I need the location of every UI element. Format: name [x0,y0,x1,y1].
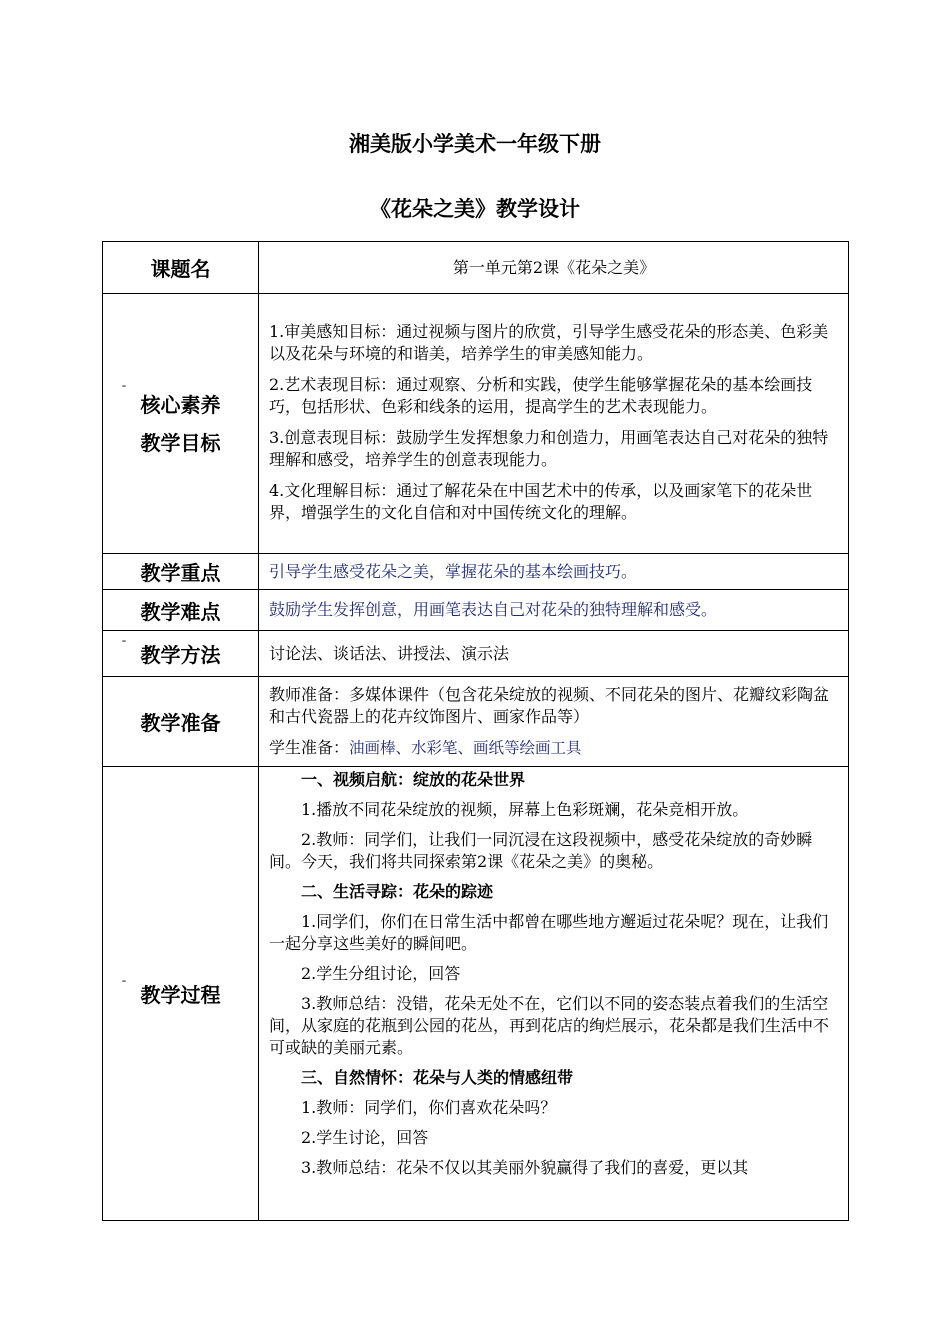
label-prep: 教学准备 [103,677,259,767]
label-topic: 课题名 [103,242,259,294]
value-method: 讨论法、谈话法、讲授法、演示法 [259,631,849,677]
doc-title-line1: 湘美版小学美术一年级下册 [349,132,601,156]
goal-item: 1.审美感知目标：通过视频与图片的欣赏，引导学生感受花朵的形态美、色彩美以及花朵与环境的和谐美，培养学生的审美感知能力。 [269,322,829,363]
section-heading: 二、生活寻踪：花朵的踪迹 [301,882,494,901]
value-topic: 第一单元第2课《花朵之美》 [259,242,849,294]
value-key: 引导学生感受花朵之美，掌握花朵的基本绘画技巧。 [259,554,849,590]
label-goals: ˉ 核心素养 教学目标 [103,294,259,554]
value-goals [259,294,849,554]
value-difficulty: 鼓励学生发挥创意，用画笔表达自己对花朵的独特理解和感受。 [259,590,849,631]
goal-item: 2.艺术表现目标：通过观察、分析和实践，使学生能够掌握花朵的基本绘画技巧，包括形状、色彩和线条的运用，提高学生的艺术表现能力。 [269,375,813,416]
row-method [103,631,849,677]
row-key [103,554,849,590]
section-heading: 一、视频启航：绽放的花朵世界 [301,770,526,789]
label-method: ˉ 教学方法 [103,631,259,677]
label-process: ˉ 教学过程 [103,767,259,1221]
value-process: 一、视频启航：绽放的花朵世界 1.播放不同花朵绽放的视频，屏幕上色彩斑斓，花朵竞相开放。 2.教师：同学们，让我们一同沉浸在这段视频中，感受花朵绽放的奇妙瞬间。今天，我们将共同探索第2课《花朵之美》的奥秘。 二、生活寻踪：花朵的踪迹 1.同学们，你们在日常生活中都曾在哪些地方邂逅过花朵呢？现在，让我们一起分享这些美好的瞬间吧。 2.学生分组讨论，回答 3.教师总结：没错，花朵无处不在，它们以不同的姿态装点着我们的生活空间，从家庭的花瓶到公园的花丛，再到花店的绚烂展示，花朵都是我们生活中不可或缺的美丽元素。 三、自然情怀：花朵与人类的情感纽带 1.教师：同学们，你们喜欢花朵吗？ 2.学生讨论，回答 3.教师总结：花朵不仅以其美丽外貌赢得了我们的喜爱，更以其 [259,767,849,1221]
row-topic [103,242,849,294]
label-key: 教学重点 [103,554,259,590]
goal-item: 4.文化理解目标：通过了解花朵在中国艺术中的传承，以及画家笔下的花朵世界，增强学生的文化自信和对中国传统文化的理解。 [269,481,813,522]
row-process [103,767,849,1221]
row-prep [103,677,849,767]
section-heading: 三、自然情怀：花朵与人类的情感纽带 [301,1068,574,1087]
lesson-plan-table [102,241,849,1221]
label-difficulty: 教学难点 [103,590,259,631]
value-prep: 教师准备：多媒体课件（包含花朵绽放的视频、不同花朵的图片、花瓣纹彩陶盆和古代瓷器上的花卉纹饰图片、画家作品等） 学生准备：油画棒、水彩笔、画纸等绘画工具 [259,677,849,767]
row-goals [103,294,849,554]
row-difficulty [103,590,849,631]
goal-item: 3.创意表现目标：鼓励学生发挥想象力和创造力，用画笔表达自己对花朵的独特理解和感受，培养学生的创意表现能力。 [269,428,829,469]
doc-title-line2: 《花朵之美》教学设计 [370,197,580,221]
